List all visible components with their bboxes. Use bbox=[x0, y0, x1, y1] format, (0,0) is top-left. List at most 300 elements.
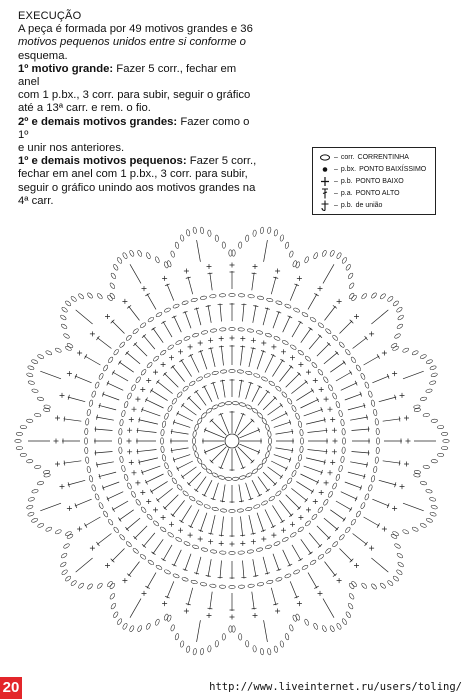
scallop-chain-mark bbox=[26, 459, 33, 463]
stitch-top-bar bbox=[333, 574, 337, 577]
chain-stitch-mark bbox=[342, 447, 346, 454]
scallop-chain-mark bbox=[113, 611, 119, 618]
chain-stitch-mark bbox=[281, 484, 288, 491]
double-crochet-mark bbox=[253, 559, 256, 577]
chain-stitch-mark bbox=[131, 384, 137, 391]
chain-stitch-mark bbox=[162, 454, 167, 461]
scallop-chain-mark bbox=[186, 646, 190, 653]
instructions-block bbox=[18, 10, 260, 208]
stitch-top-bar bbox=[112, 507, 115, 511]
chain-stitch-mark bbox=[355, 510, 361, 517]
double-crochet-mark bbox=[153, 328, 163, 343]
chain-stitch-mark bbox=[175, 340, 182, 346]
double-crochet-mark bbox=[383, 461, 401, 463]
scallop-chain-mark bbox=[402, 347, 409, 353]
scallop-chain-mark bbox=[394, 543, 401, 549]
scallop-chain-mark bbox=[267, 227, 271, 234]
chain-stitch-mark bbox=[237, 509, 244, 513]
scallop-chain-mark bbox=[423, 465, 430, 469]
scallop-chain-mark bbox=[215, 640, 219, 647]
scallop-chain-mark bbox=[280, 235, 285, 242]
chain-stitch-mark bbox=[238, 293, 245, 297]
double-crochet-mark bbox=[138, 420, 158, 425]
legend-dash: – bbox=[334, 201, 338, 209]
stitch-top-bar bbox=[96, 336, 99, 340]
stitch-top-bar bbox=[292, 429, 293, 434]
step2-text: Fazer como o 1º bbox=[18, 115, 250, 141]
single-crochet-mark bbox=[354, 314, 359, 319]
double-crochet-mark bbox=[263, 472, 276, 485]
double-crochet-mark bbox=[95, 429, 113, 431]
scallop-chain-mark bbox=[431, 419, 438, 423]
legend-abbr: p.b. bbox=[340, 177, 353, 185]
chain-stitch-mark bbox=[164, 462, 169, 469]
double-crochet-mark bbox=[301, 539, 311, 554]
stitch-top-bar bbox=[239, 501, 244, 502]
double-crochet-mark bbox=[308, 573, 317, 589]
double-crochet-mark bbox=[157, 381, 173, 394]
stitch-top-bar bbox=[194, 390, 198, 393]
chain-stitch-mark bbox=[257, 582, 264, 586]
chain-stitch-mark bbox=[147, 316, 154, 322]
chain-stitch-mark bbox=[335, 401, 340, 408]
chain-stitch-mark bbox=[342, 438, 345, 444]
scallop-chain-mark bbox=[186, 229, 190, 236]
chain-stitch-mark bbox=[332, 392, 338, 399]
single-crochet-mark bbox=[281, 528, 286, 533]
scallop-chain-mark bbox=[402, 529, 409, 535]
single-crochet-mark bbox=[318, 591, 323, 596]
chain-stitch-mark bbox=[373, 466, 377, 473]
scallop-chain-mark bbox=[426, 518, 433, 523]
stitch-top-bar bbox=[84, 354, 87, 358]
chain-stitch-mark bbox=[298, 454, 303, 461]
stitch-top-bar bbox=[171, 514, 175, 517]
scallop-chain-mark bbox=[274, 646, 278, 653]
scallop-stem-mark bbox=[76, 310, 93, 324]
scallop-chain-mark bbox=[426, 489, 433, 494]
double-crochet-mark bbox=[341, 492, 357, 500]
double-crochet-mark bbox=[324, 518, 338, 530]
chain-stitch-mark bbox=[218, 475, 225, 480]
double-crochet-mark bbox=[188, 472, 201, 485]
scallop-chain-mark bbox=[37, 354, 44, 360]
double-crochet-mark bbox=[153, 539, 163, 554]
single-crochet-mark bbox=[281, 349, 286, 354]
scallop-chain-mark bbox=[437, 425, 444, 429]
chain-stitch-mark bbox=[135, 499, 141, 506]
chain-stitch-mark bbox=[204, 504, 211, 509]
chain-stitch-mark bbox=[335, 474, 340, 481]
double-crochet-mark bbox=[276, 448, 294, 451]
chain-stitch-mark bbox=[206, 468, 213, 474]
chain-stitch-mark bbox=[368, 391, 373, 398]
stitch-top-bar bbox=[96, 542, 99, 546]
scallop-chain-mark bbox=[175, 242, 180, 249]
chain-stitch-mark bbox=[268, 438, 271, 444]
stitch-top-bar bbox=[97, 462, 98, 467]
chain-stitch-mark bbox=[171, 477, 177, 484]
single-crochet-mark bbox=[127, 439, 132, 444]
double-crochet-mark bbox=[137, 450, 157, 452]
stitch-top-bar bbox=[118, 360, 121, 364]
chain-stitch-mark bbox=[160, 349, 167, 355]
chain-stitch-mark bbox=[119, 428, 123, 435]
chain-stitch-mark bbox=[245, 404, 252, 410]
scallop-chain-mark bbox=[129, 625, 135, 632]
center-ring bbox=[225, 434, 239, 448]
double-crochet-mark bbox=[306, 458, 326, 463]
double-crochet-mark bbox=[345, 482, 362, 488]
single-crochet-mark bbox=[105, 314, 110, 319]
scallop-chain-mark bbox=[193, 227, 197, 234]
double-crochet-mark bbox=[213, 483, 219, 500]
chain-stitch-mark bbox=[247, 328, 254, 332]
double-crochet-mark bbox=[96, 462, 114, 465]
single-crochet-mark bbox=[271, 344, 276, 349]
double-crochet-mark bbox=[147, 294, 156, 310]
stitch-top-bar bbox=[280, 475, 283, 479]
chain-stitch-mark bbox=[146, 362, 153, 369]
chain-stitch-mark bbox=[317, 506, 323, 513]
dot-icon bbox=[318, 164, 332, 175]
stitch-legend bbox=[312, 147, 436, 215]
chain-stitch-mark bbox=[167, 532, 174, 538]
single-crochet-mark bbox=[230, 542, 235, 547]
double-crochet-mark bbox=[221, 346, 223, 366]
stitch-top-bar bbox=[266, 489, 270, 492]
single-crochet-mark bbox=[306, 507, 311, 512]
scallop-chain-mark bbox=[431, 459, 438, 463]
chain-stitch-mark bbox=[376, 447, 380, 454]
double-crochet-mark bbox=[263, 397, 276, 410]
scallop-chain-mark bbox=[396, 552, 403, 558]
chain-stitch-mark bbox=[94, 382, 99, 389]
stitch-top-bar bbox=[150, 489, 153, 493]
scallop-chain-mark bbox=[260, 648, 264, 655]
double-crochet-mark bbox=[279, 500, 292, 516]
chain-stitch-mark bbox=[248, 584, 255, 588]
double-crochet-mark bbox=[102, 482, 119, 488]
stitch-top-bar bbox=[326, 428, 327, 433]
double-crochet-mark bbox=[252, 592, 254, 610]
chain-stitch-mark bbox=[219, 293, 226, 297]
single-crochet-mark bbox=[77, 351, 82, 356]
chain-stitch-mark bbox=[164, 413, 169, 420]
chain-stitch-mark bbox=[257, 296, 264, 300]
scallop-stem-mark bbox=[264, 240, 268, 262]
scallop-chain-mark bbox=[351, 295, 358, 302]
chain-stitch-mark bbox=[161, 446, 165, 453]
chain-stitch-mark bbox=[220, 370, 227, 374]
chain-stitch-mark bbox=[338, 341, 345, 348]
single-crochet-mark bbox=[67, 506, 72, 511]
chain-stitch-mark bbox=[345, 349, 351, 356]
double-crochet-mark bbox=[336, 372, 352, 381]
scallop-chain-mark bbox=[397, 314, 404, 320]
double-crochet-mark bbox=[257, 350, 264, 369]
step3-line bbox=[18, 155, 260, 168]
chain-stitch-mark bbox=[219, 328, 226, 332]
chain-stitch-mark bbox=[183, 541, 190, 547]
chain-stitch-mark bbox=[371, 475, 376, 482]
double-crochet-mark bbox=[107, 383, 123, 391]
scallop-chain-mark bbox=[304, 256, 309, 263]
chain-stitch-mark bbox=[301, 564, 308, 570]
double-crochet-mark bbox=[172, 366, 185, 382]
step3-title: 1º e demais motivos pequenos: bbox=[18, 155, 187, 168]
chain-stitch-mark bbox=[84, 438, 87, 444]
double-crochet-mark bbox=[177, 413, 193, 421]
double-crochet-mark bbox=[97, 338, 111, 349]
stitch-top-bar bbox=[112, 370, 115, 374]
chain-stitch-mark bbox=[325, 547, 332, 554]
double-crochet-mark bbox=[210, 592, 212, 610]
single-crochet-mark bbox=[198, 537, 203, 542]
chain-stitch-mark bbox=[194, 451, 199, 458]
chain-stitch-mark bbox=[219, 551, 226, 555]
stitch-top-bar bbox=[367, 462, 368, 467]
scallop-chain-mark bbox=[321, 625, 327, 632]
chain-stitch-mark bbox=[355, 364, 361, 371]
single-crochet-mark bbox=[77, 527, 82, 532]
stitch-top-bar bbox=[145, 293, 149, 296]
double-crochet-mark bbox=[379, 480, 396, 485]
chain-stitch-mark bbox=[124, 474, 129, 481]
scallop-chain-mark bbox=[16, 446, 23, 449]
stitch-top-bar bbox=[266, 390, 270, 393]
double-crochet-mark bbox=[222, 485, 225, 503]
double-crochet-mark bbox=[185, 311, 191, 328]
single-crochet-mark bbox=[188, 344, 193, 349]
legend-text: CORRENTINHA bbox=[357, 153, 409, 161]
scallop-chain-mark bbox=[345, 264, 351, 271]
scallop-chain-mark bbox=[274, 229, 278, 236]
scallop-chain-mark bbox=[207, 645, 211, 652]
double-crochet-mark bbox=[196, 308, 201, 325]
chain-stitch-mark bbox=[210, 584, 217, 588]
stitch-top-bar bbox=[240, 535, 245, 536]
chain-stitch-mark bbox=[212, 472, 219, 478]
scallop-chain-mark bbox=[347, 603, 353, 610]
chain-stitch-mark bbox=[375, 419, 379, 426]
chain-stitch-mark bbox=[98, 373, 104, 380]
chain-stitch-mark bbox=[297, 526, 304, 532]
legend-dash: – bbox=[334, 189, 338, 197]
chain-stitch-mark bbox=[338, 534, 345, 541]
chain-stitch-mark bbox=[113, 526, 119, 533]
single-crochet-mark bbox=[271, 533, 276, 538]
chain-stitch-mark bbox=[267, 431, 271, 438]
chain-stitch-mark bbox=[290, 344, 297, 350]
chain-stitch-mark bbox=[256, 330, 263, 335]
scallop-chain-mark bbox=[31, 359, 38, 364]
single-crochet-mark bbox=[54, 439, 59, 444]
scallop-chain-mark bbox=[63, 543, 70, 549]
double-crochet-mark bbox=[309, 533, 321, 547]
double-crochet-mark bbox=[350, 417, 368, 420]
double-crochet-mark bbox=[164, 495, 178, 509]
double-crochet-mark bbox=[286, 373, 300, 387]
chain-stitch-mark bbox=[338, 410, 343, 417]
double-crochet-mark bbox=[222, 380, 225, 398]
step3-text: Fazer 5 corr., bbox=[186, 155, 257, 168]
single-crochet-mark bbox=[306, 370, 311, 375]
chain-stitch-mark bbox=[191, 298, 198, 303]
scallop-chain-mark bbox=[245, 235, 249, 242]
double-crochet-mark bbox=[246, 382, 252, 399]
stitch-top-bar bbox=[179, 520, 183, 523]
chain-stitch-mark bbox=[340, 456, 344, 463]
legend-abbr: p.a. bbox=[340, 189, 353, 197]
double-crochet-mark bbox=[167, 581, 174, 598]
single-crochet-mark bbox=[318, 286, 323, 291]
double-crochet-mark bbox=[182, 405, 197, 416]
chain-stitch-mark bbox=[229, 585, 235, 588]
single-crochet-mark bbox=[161, 362, 166, 367]
scallop-chain-mark bbox=[292, 615, 297, 622]
stitch-top-bar bbox=[253, 576, 258, 577]
single-crochet-mark bbox=[313, 378, 318, 383]
chain-stitch-mark bbox=[140, 506, 146, 513]
single-crochet-mark bbox=[184, 269, 189, 274]
stitch-top-bar bbox=[219, 535, 224, 536]
legend-item bbox=[318, 175, 431, 187]
double-crochet-mark bbox=[113, 372, 129, 381]
scallop-chain-mark bbox=[437, 453, 444, 457]
stitch-top-bar bbox=[181, 475, 184, 479]
single-crochet-mark bbox=[132, 470, 137, 475]
single-crochet-mark bbox=[55, 416, 60, 421]
chain-stitch-mark bbox=[229, 509, 235, 512]
chain-stitch-mark bbox=[103, 510, 109, 517]
single-crochet-mark bbox=[178, 349, 183, 354]
chain-stitch-mark bbox=[98, 502, 104, 509]
double-crochet-mark bbox=[221, 517, 223, 537]
legend-abbr: p.b. bbox=[340, 201, 353, 209]
chain-stitch-mark bbox=[298, 421, 303, 428]
step3-line: 4ª carr. bbox=[18, 194, 54, 207]
double-crochet-mark bbox=[292, 322, 301, 338]
single-crochet-mark bbox=[178, 528, 183, 533]
chain-stitch-mark bbox=[273, 541, 280, 547]
scallop-chain-mark bbox=[110, 272, 116, 279]
scallop-chain-mark bbox=[55, 347, 62, 353]
chain-stitch-mark bbox=[197, 417, 203, 424]
chain-stitch-mark bbox=[153, 520, 160, 527]
chain-stitch-mark bbox=[160, 526, 167, 532]
double-crochet-mark bbox=[146, 399, 164, 408]
chain-stitch-mark bbox=[124, 401, 129, 408]
scallop-chain-mark bbox=[37, 397, 44, 401]
scallop-chain-mark bbox=[329, 625, 335, 632]
single-crochet-mark bbox=[161, 515, 166, 520]
chain-stitch-mark bbox=[295, 413, 300, 420]
scallop-stem-mark bbox=[197, 620, 201, 642]
scallop-chain-mark bbox=[63, 333, 70, 339]
double-crochet-mark bbox=[95, 452, 113, 454]
scallop-chain-mark bbox=[232, 250, 235, 256]
chain-stitch-mark bbox=[91, 484, 96, 491]
stitch-top-bar bbox=[309, 552, 313, 555]
chain-stitch-mark bbox=[282, 537, 289, 543]
double-crochet-mark bbox=[204, 386, 212, 402]
chain-stitch-mark bbox=[229, 293, 235, 296]
chain-stitch-mark bbox=[225, 477, 232, 481]
step1-line: até a 13ª carr. e rem. o fio. bbox=[18, 102, 151, 115]
double-crochet-mark bbox=[143, 533, 155, 547]
single-crochet-mark bbox=[404, 416, 409, 421]
scallop-chain-mark bbox=[27, 365, 34, 370]
double-crochet-mark bbox=[210, 273, 212, 291]
scallop-chain-mark bbox=[394, 333, 401, 339]
scallop-chain-mark bbox=[34, 413, 41, 417]
double-crochet-mark bbox=[279, 366, 292, 382]
chain-stitch-mark bbox=[132, 328, 139, 335]
stitch-top-bar bbox=[145, 586, 149, 589]
stitch-top-bar bbox=[311, 489, 314, 493]
scallop-chain-mark bbox=[420, 354, 427, 360]
chain-stitch-mark bbox=[135, 376, 141, 383]
double-crochet-mark bbox=[252, 273, 254, 291]
single-crochet-mark bbox=[122, 578, 127, 583]
chain-stitch-mark bbox=[192, 544, 199, 549]
stitch-top-bar bbox=[240, 346, 245, 347]
single-crochet-mark bbox=[127, 449, 132, 454]
scallop-chain-mark bbox=[420, 481, 427, 485]
chain-stitch-mark bbox=[282, 340, 289, 346]
single-crochet-mark bbox=[400, 484, 405, 489]
scallop-chain-mark bbox=[200, 227, 204, 234]
double-crochet-mark bbox=[306, 420, 326, 425]
double-crochet-icon bbox=[318, 188, 332, 199]
chain-stitch-mark bbox=[113, 349, 119, 356]
single-crochet-mark bbox=[406, 439, 411, 444]
chain-stitch-mark bbox=[239, 402, 246, 407]
stitch-top-bar bbox=[305, 498, 308, 502]
chain-stitch-mark bbox=[176, 484, 183, 491]
plus-cross-icon bbox=[318, 176, 332, 187]
scallop-chain-mark bbox=[155, 619, 160, 626]
single-crochet-mark bbox=[230, 336, 235, 341]
scallop-chain-mark bbox=[441, 446, 448, 449]
double-crochet-mark bbox=[164, 373, 178, 387]
stitch-top-bar bbox=[289, 365, 293, 368]
single-crochet-mark bbox=[207, 264, 212, 269]
legend-abbr: p.bx. bbox=[340, 165, 357, 173]
chain-stitch-mark bbox=[206, 407, 213, 413]
intro-italic: motivos pequenos unidos entre si conforme o bbox=[18, 36, 246, 49]
chain-stitch-mark bbox=[256, 547, 263, 552]
chain-stitch-mark bbox=[266, 298, 273, 303]
chain-stitch-mark bbox=[220, 509, 227, 513]
single-crochet-mark bbox=[290, 355, 295, 360]
chain-stitch-mark bbox=[194, 424, 199, 431]
double-crochet-mark bbox=[296, 390, 313, 401]
double-crochet-mark bbox=[200, 350, 207, 369]
double-crochet-mark bbox=[141, 466, 160, 473]
single-crochet-mark bbox=[219, 336, 224, 341]
chain-stitch-mark bbox=[107, 356, 113, 363]
double-crochet-mark bbox=[241, 346, 243, 366]
double-crochet-mark bbox=[196, 477, 207, 492]
double-crochet-mark bbox=[379, 397, 396, 402]
chain-stitch-mark bbox=[332, 541, 339, 548]
scallop-chain-mark bbox=[238, 242, 241, 249]
single-crochet-mark bbox=[275, 609, 280, 614]
scallop-chain-mark bbox=[429, 497, 436, 502]
scallop-chain-mark bbox=[392, 345, 399, 351]
